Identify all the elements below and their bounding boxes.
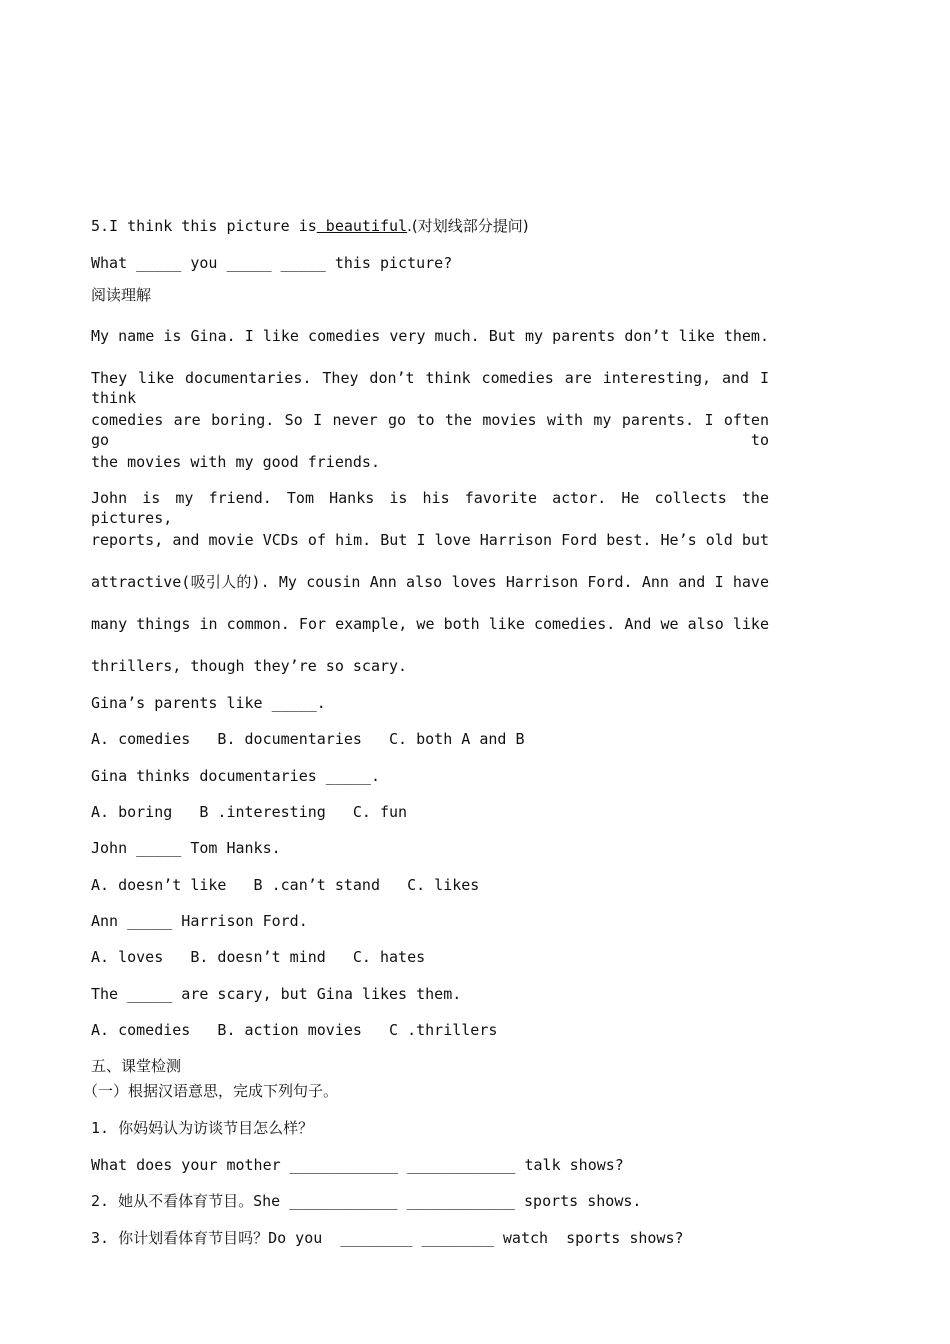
section-title: 五、课堂检测 xyxy=(91,1057,182,1075)
passage-line: reports, and movie VCDs of him. But I love Harrison Ford best. He’s old but xyxy=(91,531,769,549)
q5-instruction: .(对划线部分提问) xyxy=(407,217,529,235)
reading-heading: 阅读理解 xyxy=(91,286,152,304)
question-options: A. comedies B. action movies C .thrillers xyxy=(91,1021,498,1039)
question-stem: The _____ are scary, but Gina likes them. xyxy=(91,985,462,1003)
passage-line: many things in common. For example, we both like comedies. And we also like xyxy=(91,615,769,633)
question-options: A. loves B. doesn’t mind C. hates xyxy=(91,948,426,966)
passage-line: the movies with my good friends. xyxy=(91,453,380,471)
passage-line: They like documentaries. They don’t think comedies are interesting, and I think xyxy=(91,369,769,407)
q5-prefix: 5.I think this picture is xyxy=(91,217,317,235)
passage-line: comedies are boring. So I never go to the movies with my parents. I often go to xyxy=(91,411,769,449)
passage-line: John is my friend. Tom Hanks is his favorite actor. He collects the pictures, xyxy=(91,489,769,527)
section-instruction: （一）根据汉语意思，完成下列句子。 xyxy=(83,1082,339,1100)
question-stem: John _____ Tom Hanks. xyxy=(91,839,281,857)
passage-line: thrillers, though they’re so scary. xyxy=(91,657,408,675)
question-options: A. doesn’t like B .can’t stand C. likes xyxy=(91,876,480,894)
passage-line: My name is Gina. I like comedies very much. But my parents don’t like them. xyxy=(91,327,769,345)
question-stem: Gina’s parents like _____. xyxy=(91,694,326,712)
exercise-item: What does your mother ____________ ____________ talk shows? xyxy=(91,1156,624,1174)
q5-underlined-word: beautiful xyxy=(316,217,408,235)
question-5 xyxy=(91,216,529,236)
question-stem: Gina thinks documentaries _____. xyxy=(91,767,380,785)
question-stem: Ann _____ Harrison Ford. xyxy=(91,912,308,930)
exercise-item: 1. 你妈妈认为访谈节目怎么样？ xyxy=(91,1119,314,1137)
question-options: A. boring B .interesting C. fun xyxy=(91,803,408,821)
exercise-item: 2. 她从不看体育节目。She ____________ ____________ sports shows. xyxy=(91,1192,642,1210)
exercise-item: 3. 你计划看体育节目吗？Do you ________ ________ watch sports shows? xyxy=(91,1229,684,1247)
q5-answer-line: What _____ you _____ _____ this picture? xyxy=(91,254,453,272)
question-options: A. comedies B. documentaries C. both A and B xyxy=(91,730,525,748)
passage-line: attractive(吸引人的). My cousin Ann also loves Harrison Ford. Ann and I have xyxy=(91,573,769,591)
